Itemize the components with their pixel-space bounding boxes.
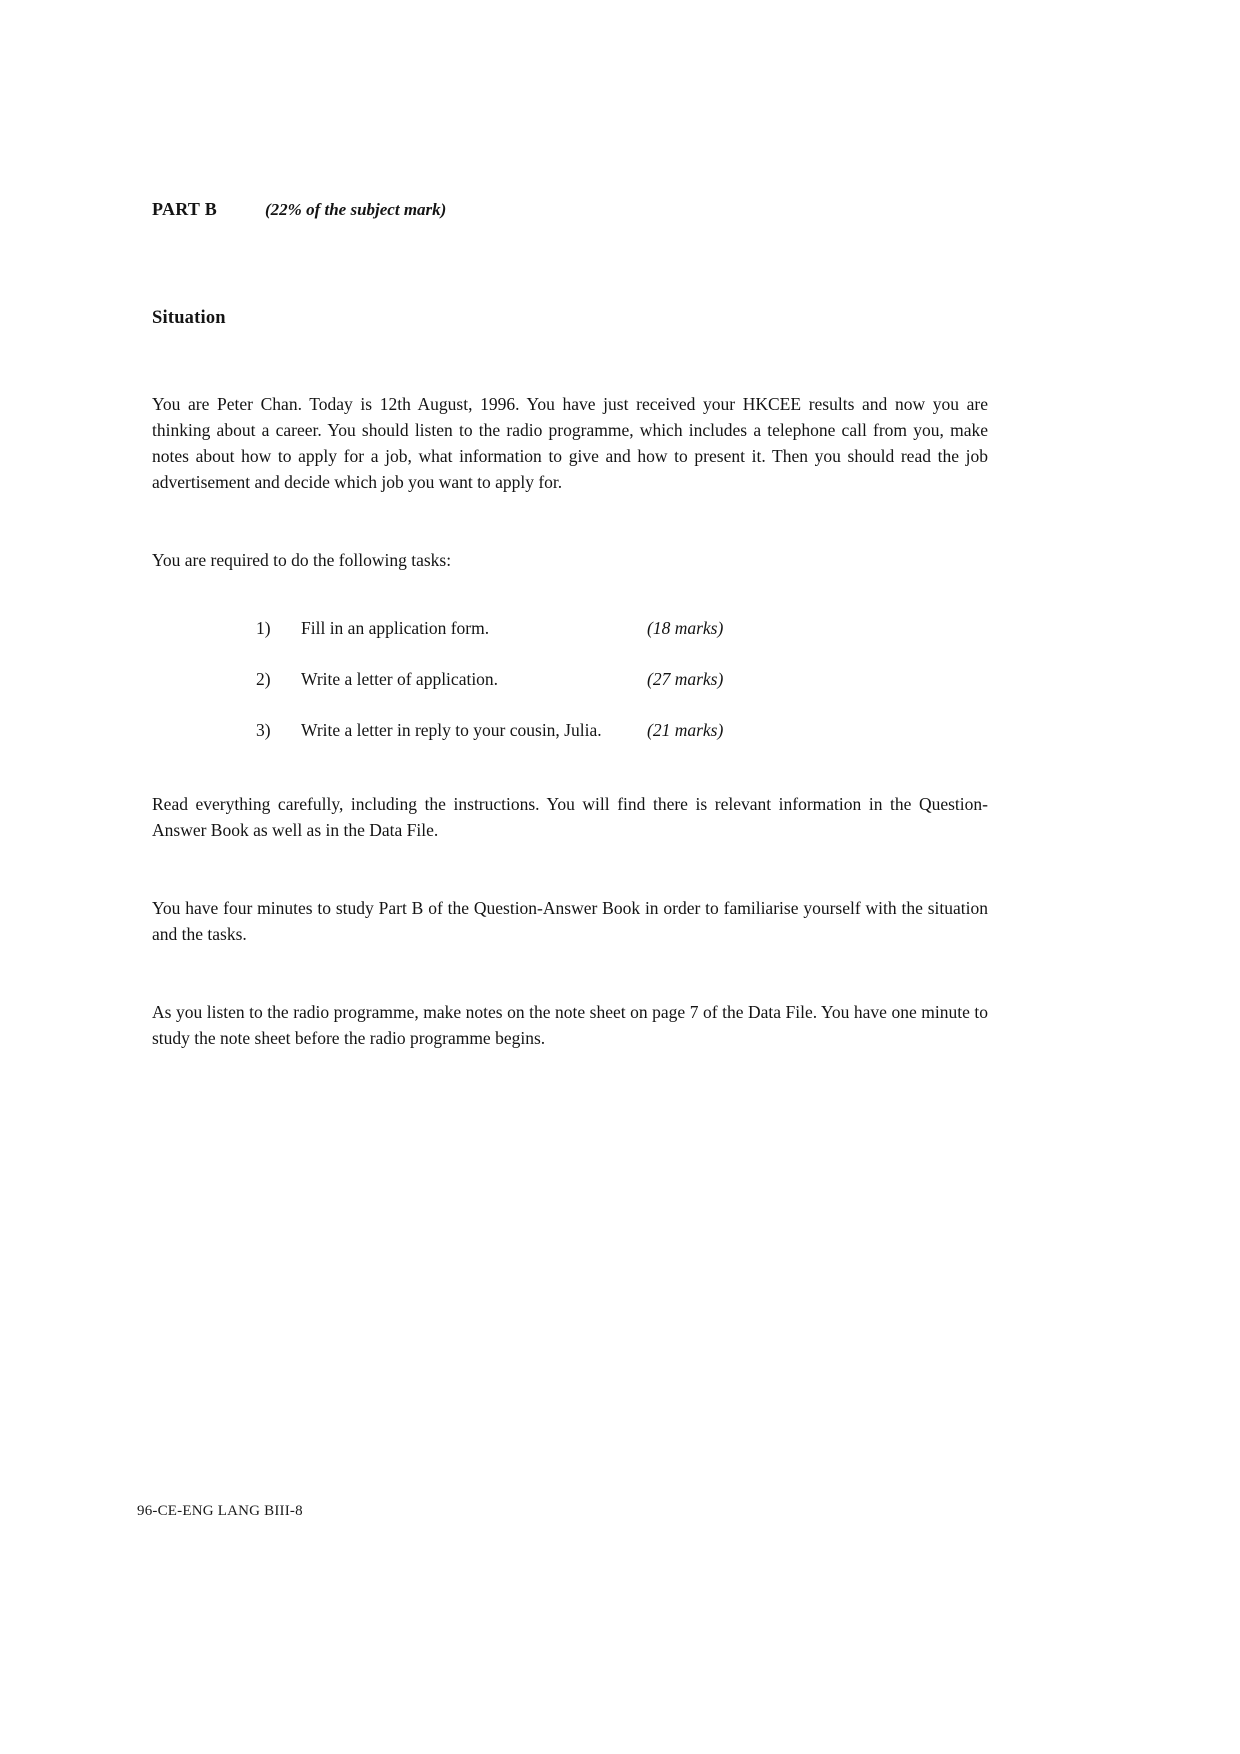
task-item-3 (152, 717, 988, 743)
part-label: PART B (152, 199, 218, 219)
task-number: 1) (256, 618, 271, 638)
page-footer-code: 96-CE-ENG LANG BIII-8 (137, 1503, 303, 1519)
situation-heading: Situation (152, 308, 226, 328)
task-item-1 (152, 615, 988, 641)
page-content (152, 196, 988, 1103)
task-marks: (21 marks) (647, 720, 724, 740)
task-item-2 (152, 666, 988, 692)
task-text: Write a letter of application. (301, 669, 499, 689)
part-mark-note: (22% of the subject mark) (265, 200, 447, 219)
part-header (152, 196, 988, 223)
task-marks: (27 marks) (647, 669, 724, 689)
four-minutes-paragraph: You have four minutes to study Part B of the Question-Answer Book in order to familiarise yourself with the situation and the tasks. (152, 898, 988, 944)
read-carefully-paragraph: Read everything carefully, including the instructions. You will find there is relevant information in the Question-Answer Book as well as in the Data File. (152, 794, 988, 840)
task-text: Write a letter in reply to your cousin, Julia. (301, 720, 602, 740)
listen-notes-paragraph: As you listen to the radio programme, make notes on the note sheet on page 7 of the Data File. You have one minute to study the note sheet before the radio programme begins. (152, 1002, 988, 1048)
tasks-intro: You are required to do the following tasks: (152, 550, 452, 570)
task-number: 3) (256, 720, 271, 740)
intro-paragraph: You are Peter Chan. Today is 12th August, 1996. You have just received your HKCEE results and now you are thinking about a career. You should listen to the radio programme, which includes a telephone call from you, make notes about how to apply for a job, what information to give and how to present it. Then you should read the job advertisement and decide which job you want to apply for. (152, 394, 988, 492)
task-list (152, 615, 988, 743)
task-text: Fill in an application form. (301, 618, 490, 638)
task-number: 2) (256, 669, 271, 689)
task-marks: (18 marks) (647, 618, 724, 638)
